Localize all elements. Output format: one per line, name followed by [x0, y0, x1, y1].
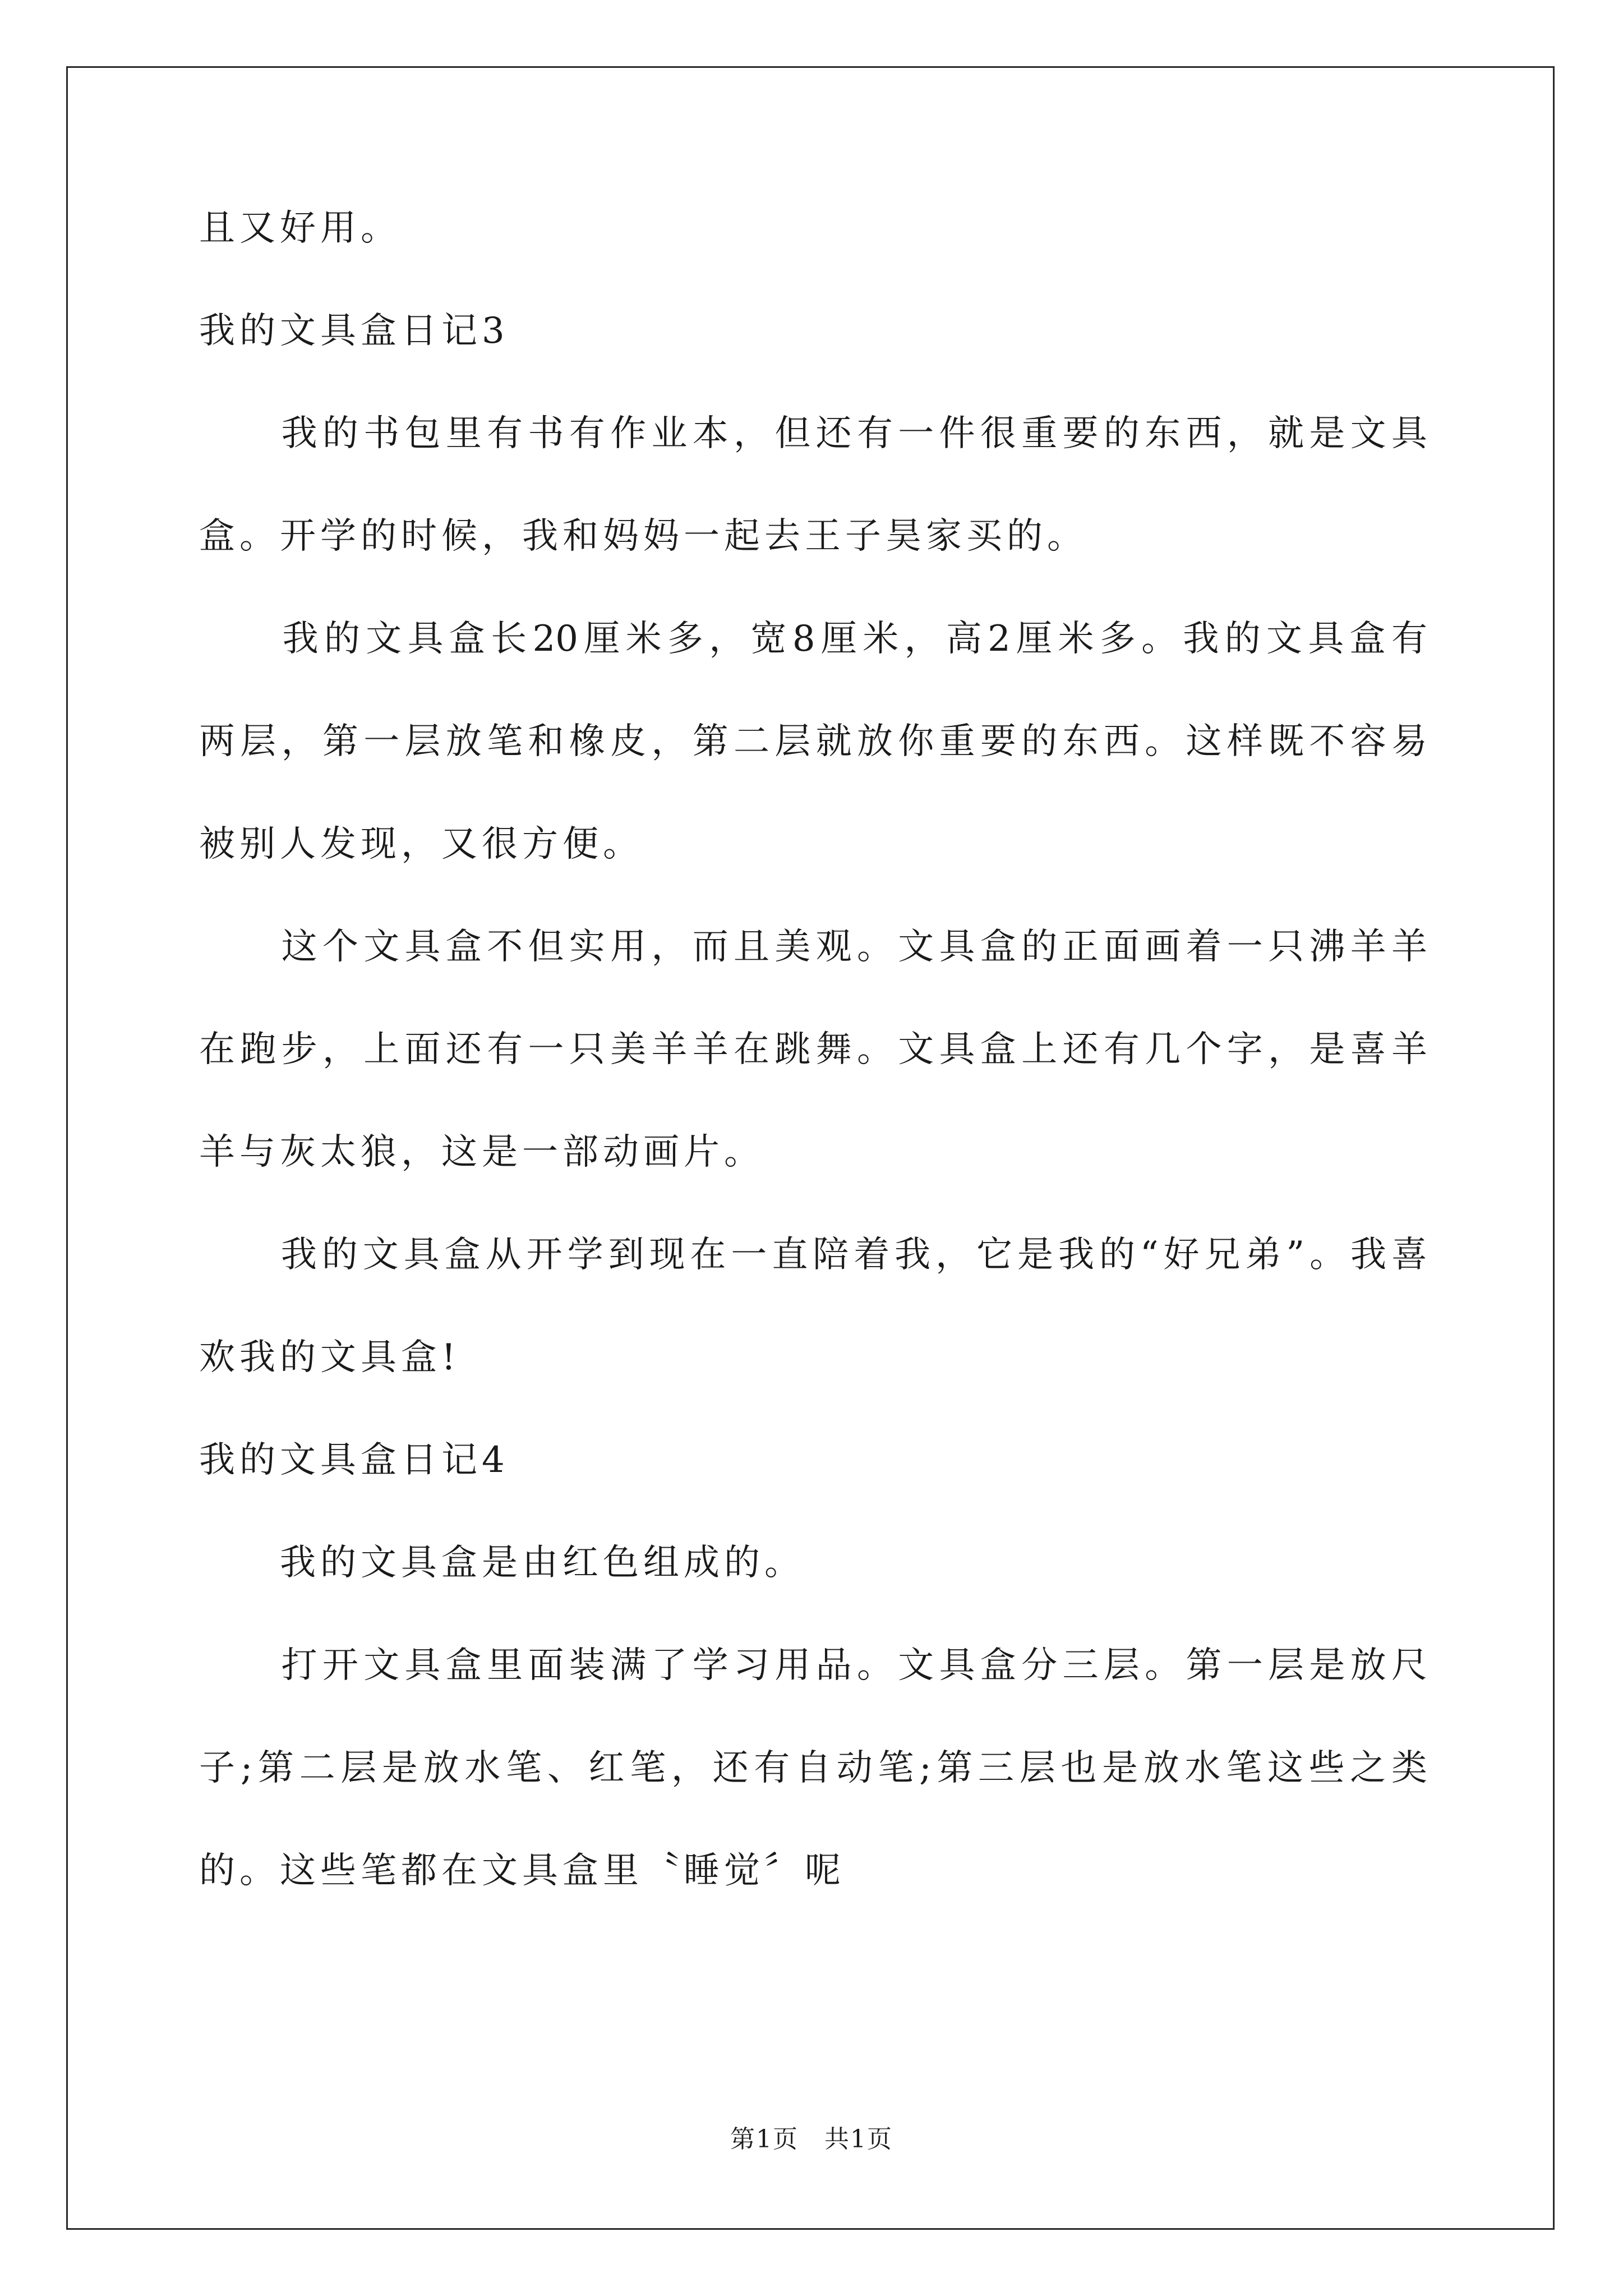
text-line-16: 子;第二层是放水笔、红笔，还有自动笔;第三层也是放水笔这些之类	[199, 1747, 1427, 1789]
text-line-10: 羊与灰太狼，这是一部动画片。	[199, 1131, 764, 1173]
text-line-3: 我的书包里有书有作业本，但还有一件很重要的东西，就是文具	[199, 413, 1427, 454]
text-line-17: 的。这些笔都在文具盒里〝睡觉〞呢	[199, 1850, 845, 1892]
page-footer: 第1页 共1页	[730, 2125, 893, 2154]
text-line-7: 被别人发现，又很方便。	[199, 823, 643, 865]
text-line-8: 这个文具盒不但实用，而且美观。文具盒的正面画着一只沸羊羊	[199, 926, 1427, 968]
text-line-11: 我的文具盒从开学到现在一直陪着我，它是我的“好兄弟”。我喜	[199, 1234, 1427, 1276]
text-line-5: 我的文具盒长20厘米多，宽8厘米，高2厘米多。我的文具盒有	[199, 618, 1427, 660]
text-line-14: 我的文具盒是由红色组成的。	[199, 1542, 805, 1584]
text-line-6: 两层，第一层放笔和橡皮，第二层就放你重要的东西。这样既不容易	[199, 721, 1427, 762]
text-line-15: 打开文具盒里面装满了学习用品。文具盒分三层。第一层是放尺	[199, 1645, 1427, 1686]
text-line-1: 且又好用。	[199, 208, 401, 249]
text-line-12: 欢我的文具盒!	[199, 1337, 460, 1378]
diary-heading-3: 我的文具盒日记3	[199, 310, 509, 352]
diary-heading-4: 我的文具盒日记4	[199, 1439, 509, 1481]
text-line-4: 盒。开学的时候，我和妈妈一起去王子昊家买的。	[199, 516, 1087, 557]
text-line-9: 在跑步，上面还有一只美羊羊在跳舞。文具盒上还有几个字，是喜羊	[199, 1029, 1427, 1070]
